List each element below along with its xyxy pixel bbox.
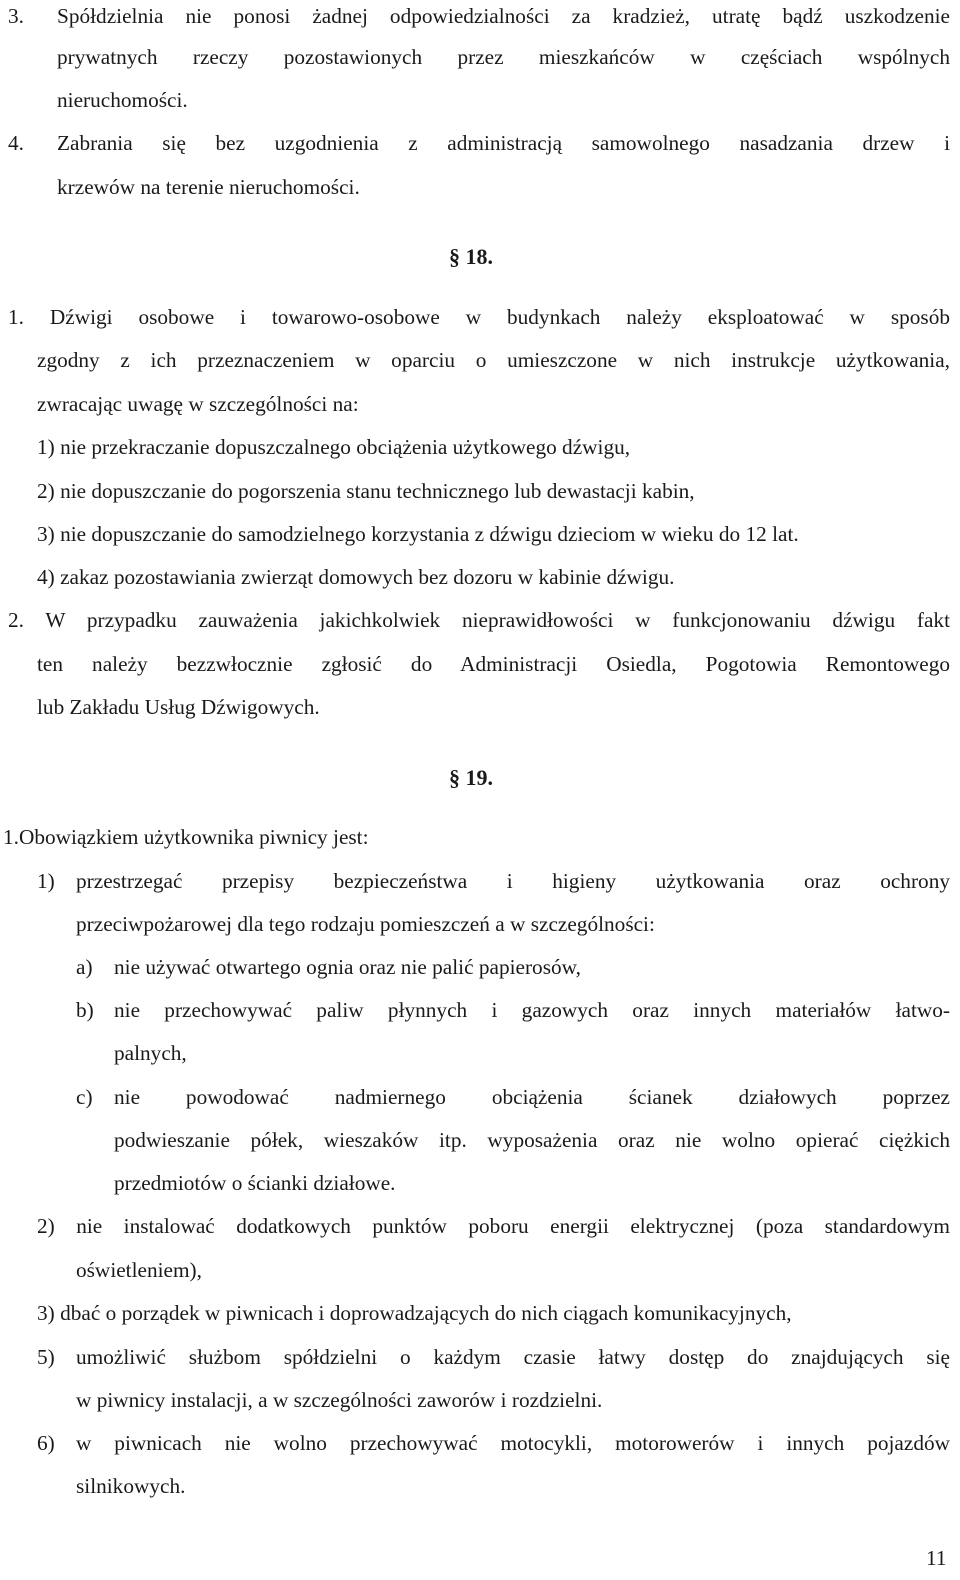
paragraph-line: prywatnych rzeczy pozostawionych przez mieszkańców w częściach wspólnych	[57, 45, 950, 69]
item-number: 1)	[37, 869, 55, 893]
paragraph-line: ten należy bezzwłocznie zgłosić do Administracji Osiedla, Pogotowia Remontowego	[37, 652, 950, 676]
paragraph-line: nie przechowywać paliw płynnych i gazowych oraz innych materiałów łatwo-	[114, 998, 950, 1022]
paragraph-line: nie używać otwartego ognia oraz nie palić papierosów,	[114, 955, 581, 979]
paragraph-line: zgodny z ich przeznaczeniem w oparciu o umieszczone w nich instrukcje użytkowania,	[37, 348, 950, 372]
paragraph-line: zwracając uwagę w szczególności na:	[37, 392, 359, 416]
paragraph-line: nie powodować nadmiernego obciążenia ścianek działowych poprzez	[114, 1085, 950, 1109]
paragraph-line: silnikowych.	[76, 1474, 186, 1498]
paragraph-line: umożliwić służbom spółdzielni o każdym czasie łatwy dostęp do znajdujących się	[76, 1345, 950, 1369]
paragraph-line: 1.Obowiązkiem użytkownika piwnicy jest:	[3, 825, 369, 849]
paragraph-line: przestrzegać przepisy bezpieczeństwa i higieny użytkowania oraz ochrony	[76, 869, 950, 893]
paragraph-line: lub Zakładu Usług Dźwigowych.	[37, 695, 320, 719]
paragraph-line: podwieszanie półek, wieszaków itp. wyposażenia oraz nie wolno opierać ciężkich	[114, 1128, 950, 1152]
page-number: 11	[926, 1546, 947, 1570]
list-item: 4) zakaz pozostawiania zwierząt domowych bez dozoru w kabinie dźwigu.	[37, 565, 675, 589]
paragraph-line: przedmiotów o ścianki działowe.	[114, 1171, 396, 1195]
paragraph-line: 3) dbać o porządek w piwnicach i doprowadzających do nich ciągach komunikacyjnych,	[37, 1301, 792, 1325]
paragraph-line: Spółdzielnia nie ponosi żadnej odpowiedzialności za kradzież, utratę bądź uszkodzenie	[57, 4, 950, 28]
item-number: 5)	[37, 1345, 55, 1369]
paragraph-line: w piwnicach nie wolno przechowywać motocykli, motorowerów i innych pojazdów	[76, 1431, 950, 1455]
list-item: 2) nie dopuszczanie do pogorszenia stanu technicznego lub dewastacji kabin,	[37, 479, 695, 503]
paragraph-line: oświetleniem),	[76, 1258, 202, 1282]
section-heading: § 19.	[449, 765, 493, 790]
sub-item-letter: a)	[76, 955, 93, 979]
item-number: 6)	[37, 1431, 55, 1455]
item-number: 3.	[8, 4, 24, 28]
paragraph-line: 1. Dźwigi osobowe i towarowo-osobowe w budynkach należy eksploatować w sposób	[8, 305, 950, 329]
paragraph-line: w piwnicy instalacji, a w szczególności zaworów i rozdzielni.	[76, 1388, 603, 1412]
item-number: 4.	[8, 131, 24, 155]
paragraph-line: palnych,	[114, 1041, 187, 1065]
paragraph-line: nieruchomości.	[57, 88, 188, 112]
paragraph-line: przeciwpożarowej dla tego rodzaju pomieszczeń a w szczególności:	[76, 912, 655, 936]
paragraph-line: 2. W przypadku zauważenia jakichkolwiek nieprawidłowości w funkcjonowaniu dźwigu fakt	[8, 608, 950, 632]
paragraph-line: krzewów na terenie nieruchomości.	[57, 175, 360, 199]
sub-item-letter: b)	[76, 998, 94, 1022]
section-heading: § 18.	[449, 244, 493, 269]
list-item: 1) nie przekraczanie dopuszczalnego obciążenia użytkowego dźwigu,	[37, 435, 631, 459]
paragraph-line: 2) nie instalować dodatkowych punktów poboru energii elektrycznej (poza standardowym	[37, 1214, 950, 1238]
list-item: 3) nie dopuszczanie do samodzielnego korzystania z dźwigu dzieciom w wieku do 12 lat.	[37, 522, 799, 546]
sub-item-letter: c)	[76, 1085, 93, 1109]
paragraph-line: Zabrania się bez uzgodnienia z administracją samowolnego nasadzania drzew i	[57, 131, 950, 155]
